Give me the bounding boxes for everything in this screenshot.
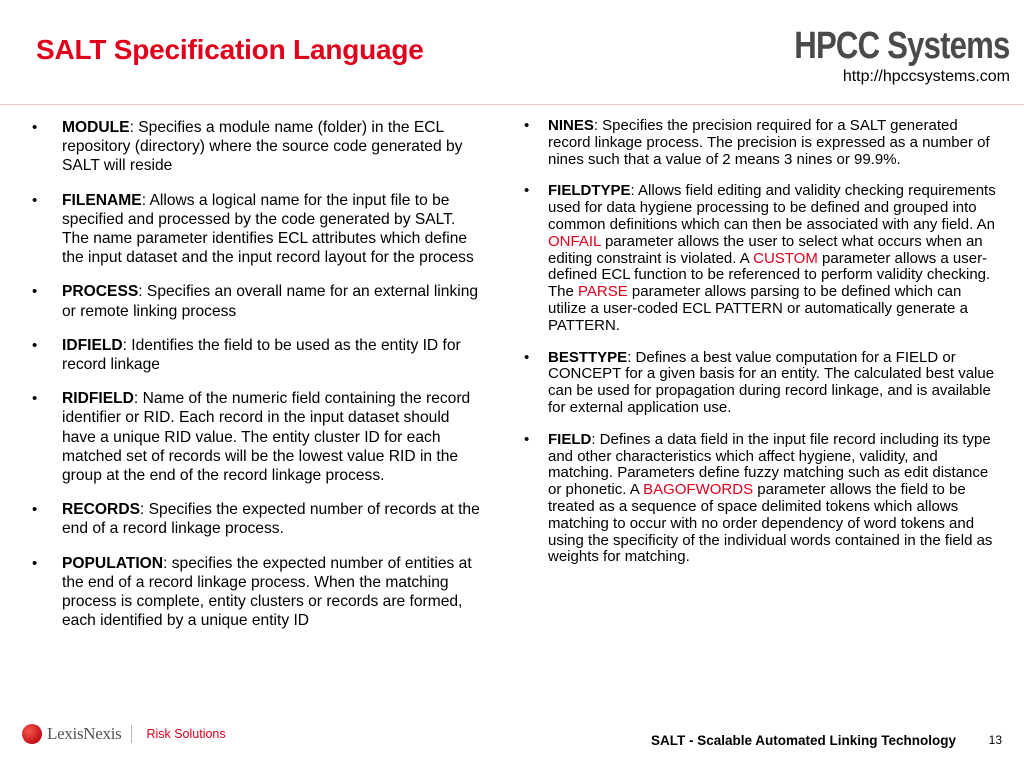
keyword: POPULATION — [62, 554, 164, 572]
description: : Allows a logical name for the input file to be specified and processed by the code generated by SALT. The name parameter identifies ECL attributes which define the input dataset and the input record layout for the process — [62, 191, 474, 267]
list-item-module — [30, 118, 485, 176]
keyword: FIELDTYPE — [548, 182, 631, 200]
description: parameter allows the field to be treated as a sequence of space delimited tokens which allows matching to occur with no order dependency of word tokens and using the specificity of the individual words contained in the field as weights for matching. — [548, 481, 993, 566]
description: parameter allows a user-defined ECL function to be referenced to perform validity checking. The — [548, 249, 991, 301]
right-bullet-list — [522, 118, 1002, 566]
list-item-nines — [522, 118, 1002, 168]
list-item-filename — [30, 191, 485, 268]
keyword: IDFIELD — [62, 336, 123, 354]
description: parameter allows the user to select what occurs when an editing constraint is violated. A — [548, 232, 983, 267]
slide-title: SALT Specification Language — [36, 34, 424, 65]
description: : Specifies a module name (folder) in the ECL repository (directory) where the source code generated by SALT will reside — [62, 119, 463, 175]
onfail-keyword: ONFAIL — [548, 232, 601, 250]
footer-caption: SALT - Scalable Automated Linking Technology — [650, 733, 956, 748]
keyword: RECORDS — [62, 501, 140, 519]
list-item-ridfield — [30, 389, 485, 485]
brand-url[interactable]: http://hpccsystems.com — [842, 68, 1010, 85]
lexisnexis-logo — [22, 724, 226, 744]
description: : Defines a data field in the input file record including its type and other characteristics which affect hygiene, validity, and matching. Parameters define fuzzy matching such as edit distance or phonetic. A — [548, 430, 991, 499]
division-label: Risk Solutions — [146, 727, 226, 741]
description: : Specifies the precision required for a SALT generated record linkage process. The precision is expressed as a number of nines such that a value of 2 means 3 nines or 99.9%. — [548, 117, 990, 168]
description: : Specifies an overall name for an external linking or remote linking process — [62, 283, 479, 320]
list-item-idfield — [30, 336, 485, 374]
header-divider — [0, 104, 1024, 105]
brand-block — [747, 26, 1010, 86]
description: : specifies the expected number of entities at the end of a record linkage process. When the matching process is complete, entity clusters or records are formed, each identified by a unique entity ID — [62, 554, 472, 630]
keyword: RIDFIELD — [62, 390, 134, 408]
lexisnexis-wordmark: LexisNexis — [47, 724, 122, 743]
list-item-process — [30, 282, 485, 320]
description: : Specifies the expected number of records at the end of a record linkage process. — [62, 501, 480, 538]
list-item-population — [30, 554, 485, 631]
keyword: MODULE — [62, 119, 130, 136]
left-column — [30, 118, 485, 645]
description: : Identifies the field to be used as the entity ID for record linkage — [62, 336, 461, 374]
list-item-besttype — [522, 350, 1002, 417]
description: : Name of the numeric field containing the record identifier or RID. Each record in the input dataset should have a unique RID value. The entity cluster ID for each matched set of records will be the lowest value RID in the group at the end of the record linkage process. — [62, 390, 471, 485]
keyword: PROCESS — [62, 283, 139, 301]
description: parameter allows parsing to be defined which can utilize a user-coded ECL PATTERN or automatically generate a PATTERN. — [548, 283, 968, 334]
keyword: NINES — [548, 117, 594, 134]
bagofwords-keyword: BAGOFWORDS — [643, 481, 754, 499]
left-bullet-list — [30, 118, 485, 630]
keyword: FILENAME — [62, 191, 142, 209]
hpcc-systems-logo: HPCC Systems — [794, 25, 1010, 67]
list-item-fieldtype — [522, 183, 1002, 334]
description: : Allows field editing and validity checking requirements used for data hygiene processing to be defined and grouped into common definitions which can then be associated with any field. An — [548, 182, 996, 233]
right-column — [522, 118, 1002, 581]
page-number: 13 — [988, 733, 1002, 747]
footer-divider — [131, 725, 132, 743]
custom-keyword: CUSTOM — [753, 249, 818, 267]
keyword: FIELD — [548, 430, 592, 448]
description: : Defines a best value computation for a FIELD or CONCEPT for a given basis for an entity. The calculated best value can be used for propagation during record linkage, and is available for external application use. — [548, 348, 995, 416]
keyword: BESTTYPE — [548, 348, 628, 366]
list-item-records — [30, 500, 485, 538]
parse-keyword: PARSE — [578, 283, 628, 301]
lexisnexis-logo-icon — [22, 724, 42, 744]
list-item-field — [522, 432, 1002, 566]
